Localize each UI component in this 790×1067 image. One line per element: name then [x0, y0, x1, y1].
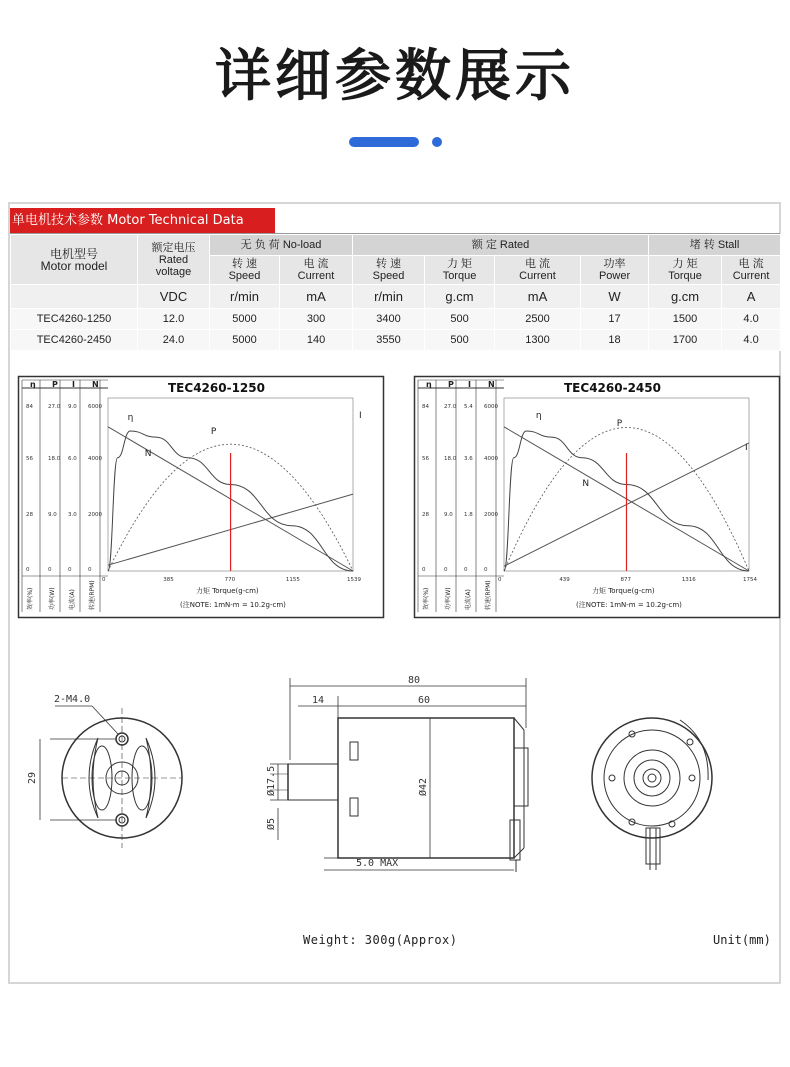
left-tick-value: 56	[26, 456, 33, 462]
left-axis-label: 电流(A)	[465, 589, 472, 610]
table-row	[11, 330, 781, 351]
x-axis-label: 力矩 Torque(g-cm)	[196, 587, 259, 595]
power-en: Power	[598, 270, 631, 282]
current-en: Current	[297, 270, 335, 282]
left-tick-value: 9.0	[68, 404, 77, 410]
unit-cell: g.cm	[425, 285, 495, 309]
header-r-current	[495, 256, 581, 285]
dim-5max: 5.0 MAX	[356, 858, 399, 869]
left-tick-value: 27.0	[48, 404, 61, 410]
x-tick-label: 0	[498, 577, 502, 583]
left-axis-label: 转速(RPM)	[89, 580, 96, 610]
x-tick-label: 1539	[347, 577, 361, 583]
cell-model: TEC4260-2450	[11, 330, 138, 351]
unit-cell: mA	[280, 285, 353, 309]
left-header-0: η	[426, 380, 432, 389]
left-tick-value: 2000	[484, 512, 498, 518]
hole-label: 2-M4.0	[54, 694, 91, 705]
current-cn: 电 流	[738, 258, 764, 270]
cell-r-speed: 3550	[353, 330, 425, 351]
power-cn: 功率	[603, 258, 626, 270]
left-tick-value: 6000	[484, 404, 498, 410]
left-header-2: I	[72, 380, 75, 389]
speed-cn: 转 速	[375, 258, 402, 270]
torque-cn: 力 矩	[672, 258, 698, 270]
left-axis-label: 转速(RPM)	[485, 580, 492, 610]
left-header-3: N	[92, 380, 99, 389]
left-header-1: P	[52, 380, 58, 389]
x-tick-label: 877	[620, 577, 631, 583]
current-cn: 电 流	[303, 258, 329, 270]
unit-cell: g.cm	[649, 285, 722, 309]
cell-voltage: 12.0	[138, 309, 210, 330]
header-stall: 堵 转 Stall	[649, 235, 781, 256]
left-tick-value: 3.0	[68, 512, 77, 518]
curve-label-P: P	[210, 427, 217, 437]
header-voltage	[138, 235, 210, 285]
page-title: 详细参数展示	[215, 44, 575, 109]
left-tick-value: 0	[444, 567, 448, 573]
left-axis-label: 效率(%)	[27, 587, 34, 610]
speed-cn: 转 速	[231, 258, 258, 270]
cell-r-current: 1300	[495, 330, 581, 351]
left-tick-value: 0	[48, 567, 52, 573]
left-tick-value: 0	[88, 567, 92, 573]
header-model	[11, 235, 138, 285]
dim-42: Ø42	[418, 777, 429, 796]
unit-blank	[11, 285, 138, 309]
x-tick-label: 1155	[285, 577, 300, 583]
unit-cell: W	[581, 285, 649, 309]
current-cn: 电 流	[524, 258, 551, 270]
left-tick-value: 9.0	[48, 512, 57, 518]
cell-s-torque: 1500	[649, 309, 722, 330]
torque-cn: 力 矩	[446, 258, 473, 270]
x-tick-label: 1316	[681, 577, 696, 583]
dim-29: 29	[27, 771, 38, 784]
left-header-3: N	[488, 380, 495, 389]
speed-en: Speed	[228, 270, 261, 282]
unit-cell: r/min	[210, 285, 280, 309]
header-voltage-cn: 额定电压	[151, 241, 196, 254]
title-underline-bar	[349, 137, 419, 147]
chart-note: (注NOTE: 1mN-m = 10.2g-cm)	[576, 601, 682, 609]
front-view	[27, 694, 182, 848]
cell-r-torque: 500	[425, 309, 495, 330]
cell-s-torque: 1700	[649, 330, 722, 351]
torque-en: Torque	[442, 270, 477, 282]
cell-r-torque: 500	[425, 330, 495, 351]
left-tick-value: 84	[26, 404, 33, 410]
left-tick-value: 4000	[484, 456, 498, 462]
left-tick-value: 2000	[88, 512, 102, 518]
left-tick-value: 6.0	[68, 456, 77, 462]
left-tick-value: 0	[484, 567, 488, 573]
left-tick-value: 9.0	[444, 512, 453, 518]
curve-label-N: N	[144, 449, 152, 459]
x-tick-label: 439	[559, 577, 570, 583]
left-tick-value: 27.0	[444, 404, 457, 410]
cell-r-current: 2500	[495, 309, 581, 330]
spec-table	[10, 234, 781, 351]
curve-label-I: I	[359, 411, 362, 421]
x-tick-label: 0	[102, 577, 106, 583]
x-tick-label: 1754	[743, 577, 757, 583]
performance-chart-2450	[414, 376, 780, 618]
x-axis-label: 力矩 Torque(g-cm)	[592, 587, 655, 595]
curve-label-η: η	[127, 413, 134, 423]
torque-en: Torque	[668, 270, 702, 282]
header-r-torque	[425, 256, 495, 285]
left-tick-value: 0	[464, 567, 468, 573]
left-axis-label: 电流(A)	[69, 589, 76, 610]
side-view	[265, 675, 528, 872]
chart-title: TEC4260-1250	[168, 381, 265, 395]
header-noload: 无 负 荷 No-load	[210, 235, 353, 256]
left-axis-label: 功率(W)	[49, 587, 56, 610]
cell-s-current: 4.0	[722, 309, 781, 330]
left-header-1: P	[448, 380, 454, 389]
header-s-torque	[649, 256, 722, 285]
header-model-cn: 电机型号	[49, 246, 98, 261]
cell-voltage: 24.0	[138, 330, 210, 351]
curve-label-N: N	[582, 479, 590, 489]
unit-label: Unit(mm)	[713, 933, 771, 947]
unit-cell: A	[722, 285, 781, 309]
header-nl-speed	[210, 256, 280, 285]
dim-80: 80	[408, 675, 421, 686]
left-tick-value: 4000	[88, 456, 102, 462]
header-s-current	[722, 256, 781, 285]
dim-14: 14	[312, 695, 325, 706]
mechanical-drawing	[27, 660, 760, 890]
curve-label-η: η	[535, 411, 542, 421]
cell-model: TEC4260-1250	[11, 309, 138, 330]
chart-title: TEC4260-2450	[564, 381, 661, 395]
title-underline-dot	[432, 137, 442, 147]
dim-17-5: Ø17.5	[266, 765, 277, 796]
dim-60: 60	[418, 695, 431, 706]
cell-r-power: 18	[581, 330, 649, 351]
header-rated: 额 定 Rated	[353, 235, 649, 256]
left-tick-value: 1.8	[464, 512, 473, 518]
unit-cell: r/min	[353, 285, 425, 309]
header-r-power	[581, 256, 649, 285]
unit-cell: mA	[495, 285, 581, 309]
x-tick-label: 770	[224, 577, 236, 583]
cell-nl-current: 140	[280, 330, 353, 351]
left-tick-value: 18.0	[48, 456, 61, 462]
cell-r-speed: 3400	[353, 309, 425, 330]
current-en: Current	[732, 270, 770, 282]
table-row	[11, 309, 781, 330]
x-tick-label: 385	[163, 577, 174, 583]
left-tick-value: 0	[422, 567, 426, 573]
left-tick-value: 28	[26, 512, 33, 518]
left-tick-value: 6000	[88, 404, 102, 410]
cell-nl-speed: 5000	[210, 309, 280, 330]
left-tick-value: 56	[422, 456, 429, 462]
speed-en: Speed	[372, 270, 405, 282]
left-axis-label: 效率(%)	[423, 587, 430, 610]
current-en: Current	[519, 270, 556, 282]
cell-r-power: 17	[581, 309, 649, 330]
header-model-en: Motor model	[40, 258, 108, 273]
curve-label-I: I	[745, 443, 748, 453]
left-tick-value: 5.4	[464, 404, 473, 410]
left-header-2: I	[468, 380, 471, 389]
left-header-0: η	[30, 380, 36, 389]
left-tick-value: 28	[422, 512, 429, 518]
rear-view	[592, 718, 712, 870]
header-voltage-en1: Rated	[158, 253, 189, 266]
left-tick-value: 0	[68, 567, 72, 573]
header-nl-current	[280, 256, 353, 285]
left-axis-label: 功率(W)	[445, 587, 452, 610]
left-tick-value: 0	[26, 567, 30, 573]
unit-cell: VDC	[138, 285, 210, 309]
cell-s-current: 4.0	[722, 330, 781, 351]
performance-chart-1250	[18, 376, 384, 618]
left-tick-value: 3.6	[464, 456, 473, 462]
header-voltage-en2: voltage	[155, 265, 192, 278]
dim-5: Ø5	[266, 817, 277, 830]
header-r-speed	[353, 256, 425, 285]
weight-label: Weight: 300g(Approx)	[303, 933, 458, 947]
chart-note: (注NOTE: 1mN-m = 10.2g-cm)	[180, 601, 286, 609]
cell-nl-current: 300	[280, 309, 353, 330]
left-tick-value: 84	[422, 404, 429, 410]
spec-banner: 单电机技术参数 Motor Technical Data	[10, 208, 275, 233]
curve-label-P: P	[616, 419, 623, 429]
left-tick-value: 18.0	[444, 456, 457, 462]
cell-nl-speed: 5000	[210, 330, 280, 351]
